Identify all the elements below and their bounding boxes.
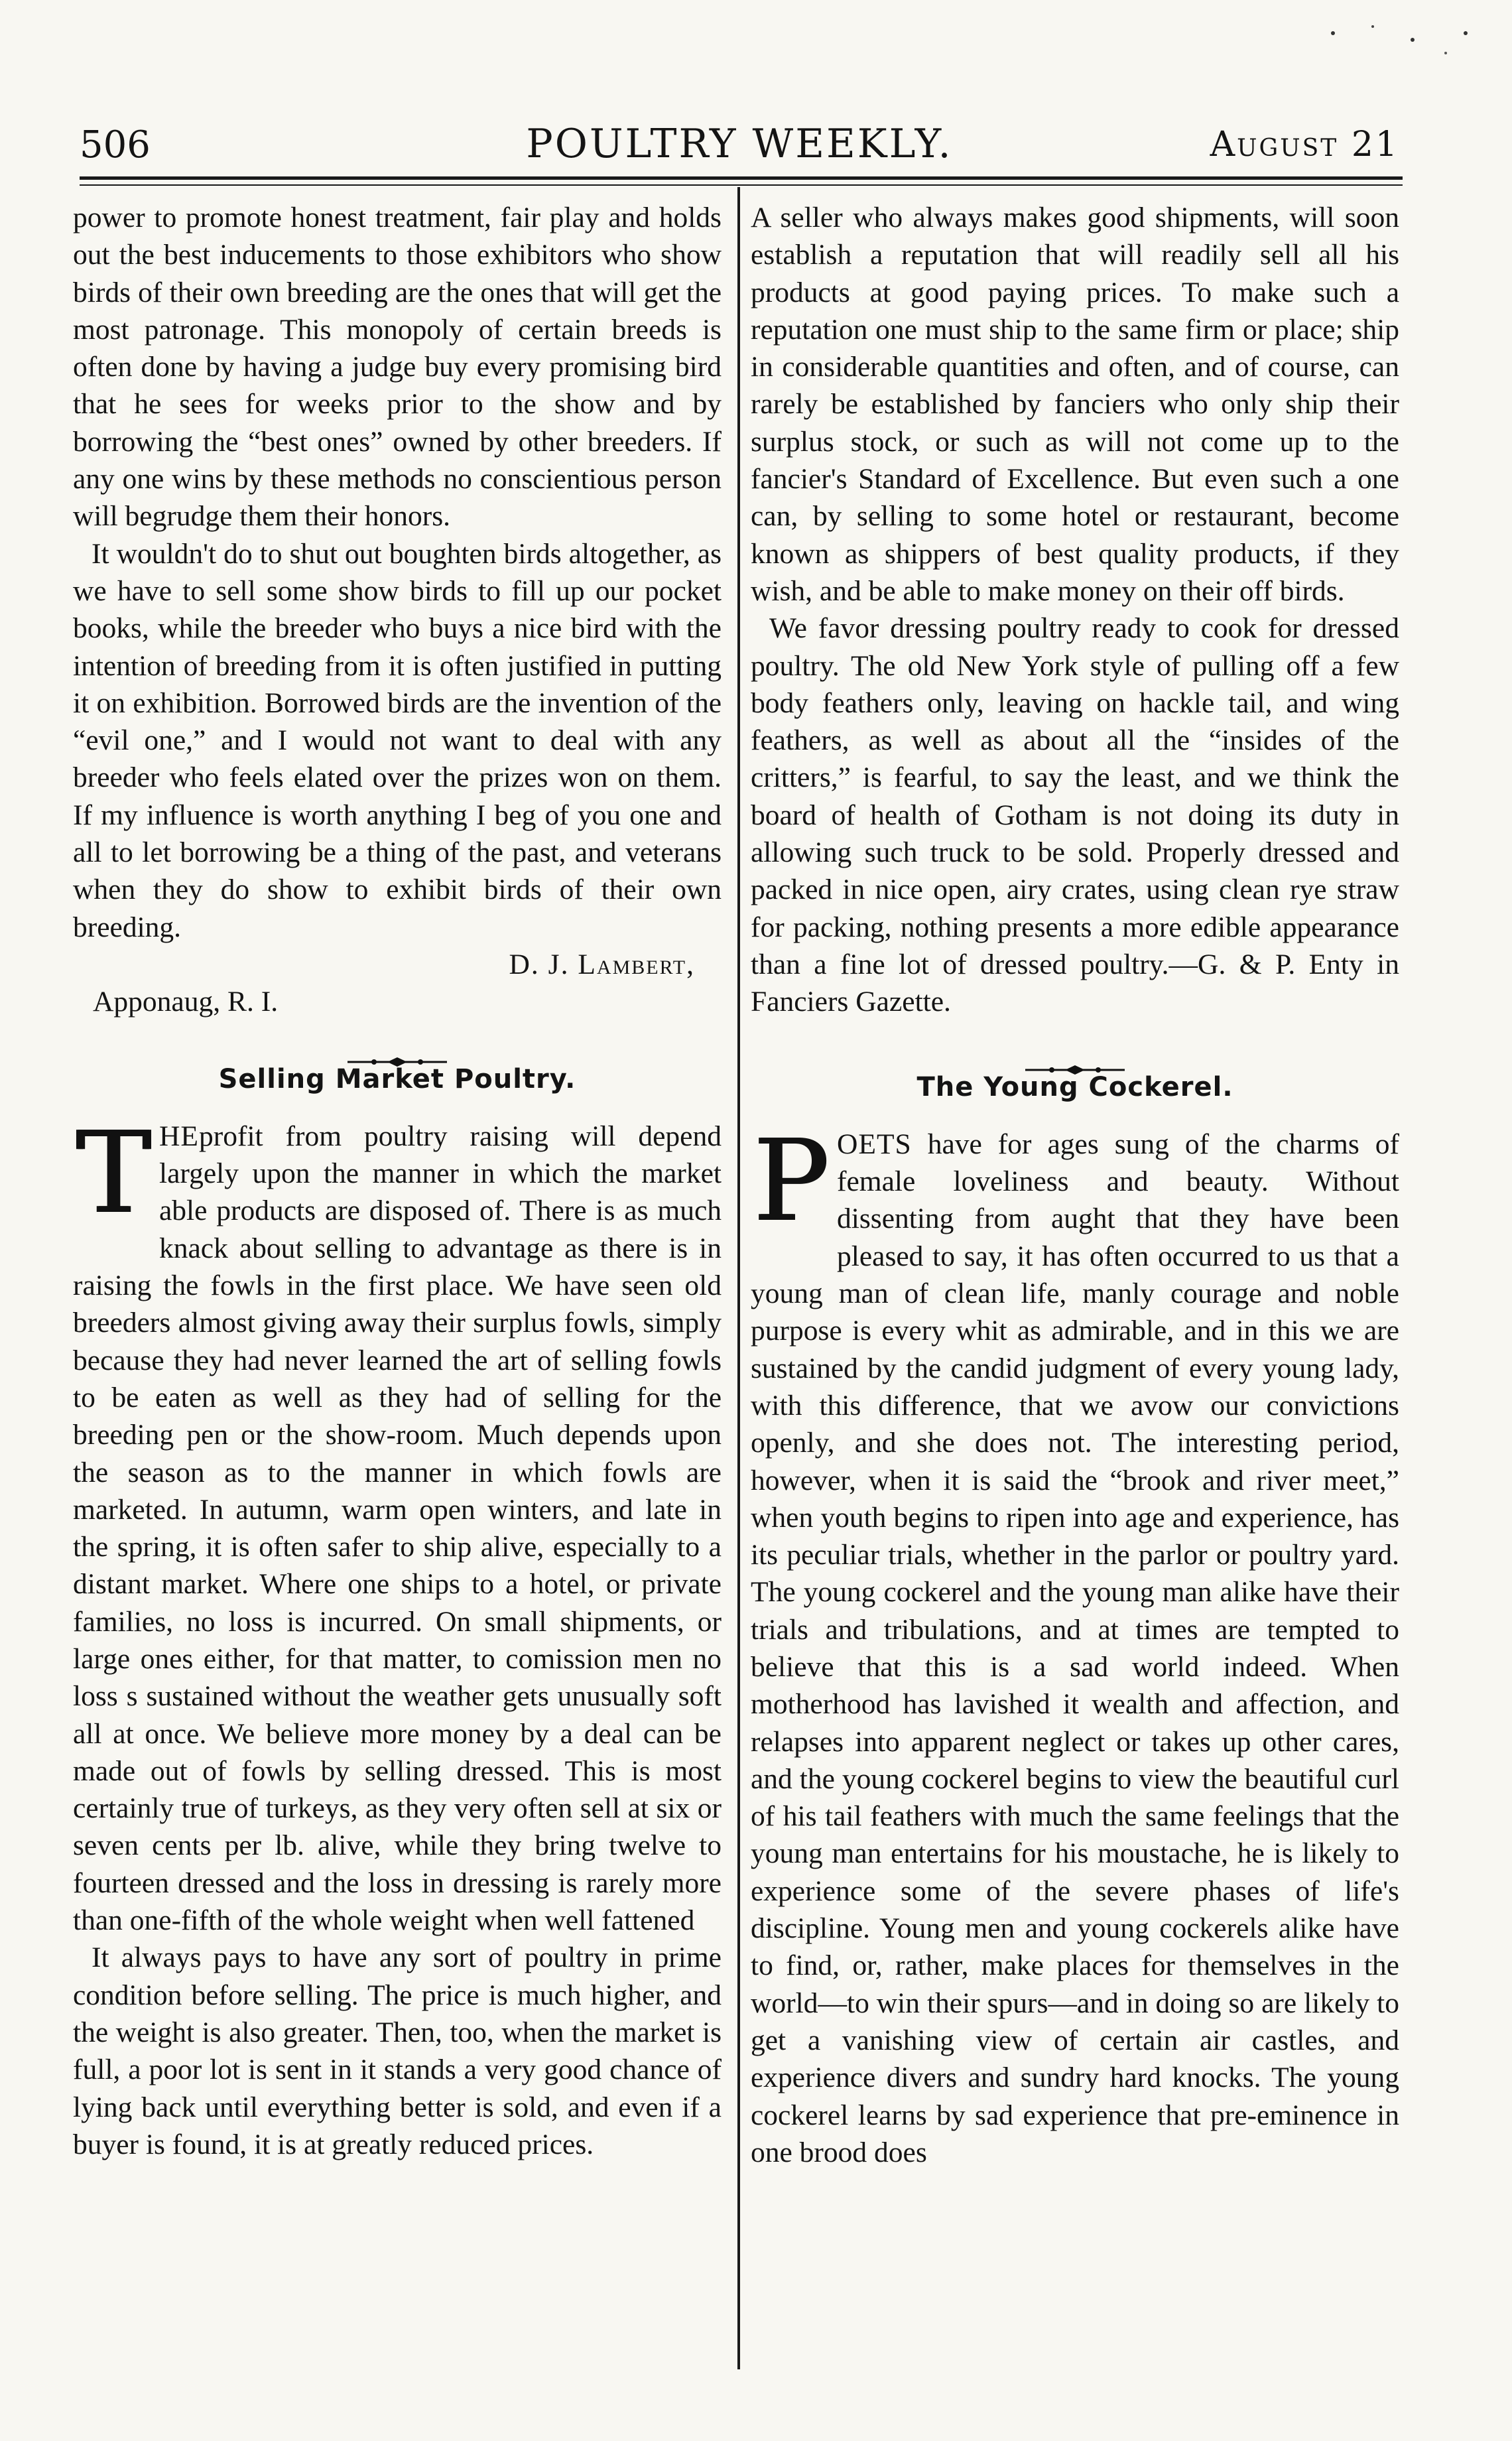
first-word: HE	[159, 1120, 199, 1152]
issue-date: August 21	[1210, 125, 1399, 165]
section-ornament	[73, 1039, 722, 1053]
section-ornament	[751, 1047, 1399, 1061]
column-divider	[737, 187, 740, 2369]
author-signature	[73, 946, 722, 983]
section-body	[73, 1118, 722, 2163]
page-number: 506	[80, 123, 151, 166]
page-header	[80, 117, 1399, 170]
section-heading: The Young Cockerel.	[916, 1071, 1233, 1102]
right-column	[751, 199, 1399, 2171]
article-paragraph: It always pays to have any sort of poultry in prime condition before selling. The price is much higher, and the weight is also greater. Then, too, when the market is full, a poor lot is sent in it stands a very good chance of lying back until everything better is sold, and even if a buyer is found, it is at greatly reduced prices.	[73, 1942, 722, 2160]
article-paragraph: power to promote honest treatment, fair play and holds out the best inducements to those exhibitors who show birds of their own breeding are the ones that will get the most patronage. This monopoly of certain breeds is often done by having a judge buy every promising bird that he sees for weeks prior to the show and by borrowing the “best ones” owned by other breeders. If any one wins by these methods no conscientious person will begrudge them their honors.	[73, 202, 722, 533]
section-heading: Selling Market Poultry.	[218, 1063, 576, 1094]
left-column	[73, 199, 722, 2163]
author-name: D. J. Lambert,	[509, 948, 695, 980]
author-location: Apponaug, R. I.	[93, 986, 279, 1018]
header-rule-thick	[80, 176, 1403, 180]
header-rule-thin	[80, 184, 1403, 186]
drop-cap: P	[752, 1125, 829, 1247]
article-paragraph	[751, 1126, 1399, 2171]
paragraph-text: profit from poultry raising will depend largely upon the manner in which the market able products are disposed of. There is as much knack about selling to advantage as there is in raising the fowls in the first place. We have seen old breeders almost giving away their surplus fowls, simply because they had never learned the art of selling fowls to be eaten as well as they had of selling for the breeding pen or the show-room. Much depends upon the season as to the manner in which fowls are marketed. In autumn, warm open winters, and late in the spring, it is often safer to ship alive, especially to a distant market. Where one ships to a hotel, or private families, no loss is incurred. On small shipments, or large ones either, for that matter, to comission men no loss s sustained without the weather gets unusually soft all at once. We believe more money by a deal can be made out of fowls by selling dressed. This is most certainly true of turkeys, as they very often sell at six or seven cents per lb. alive, while they bring twelve to fourteen dressed and the loss in dressing is rarely more than one-fifth of the whole weight when well fattened	[73, 1120, 722, 1937]
paragraph-text: have for ages sung of the charms of female loveliness and beauty. Without dissenting from aught that they have been pleased to say, it has often occurred to us that a young man of clean life, manly courage and noble purpose is every whit as admirable, and in this we are sustained by the candid judgment of every young lady, with this difference, that we avow our convictions openly, and she does not. The interesting period, however, when it is said the “brook and river meet,” when youth begins to ripen into age and experience, has its peculiar trials, whether in the parlor or poultry yard. The young cockerel and the young man alike have their trials and tribulations, and at times are tempted to believe that this is a sad world indeed. When motherhood has lavished it wealth and affection, and relapses into apparent neglect or takes up other cares, and the young cockerel begins to view the beautiful curl of his tail feathers with much the same feelings that the young man entertains for his moustache, he is likely to experience some of the severe phases of life's discipline. Young men and young cockerels alike have to find, or, rather, make places for themselves in the world—to win their spurs—and in doing so are likely to get a vanishing view of certain air castles, and experience divers and sundry hard knocks. The young cockerel learns by sad experience that pre-eminence in one brood does	[751, 1128, 1399, 2168]
article-paragraph	[73, 1118, 722, 1940]
section-body	[751, 1126, 1399, 2171]
article-paragraph: A seller who always makes good shipments, will soon establish a reputation that will readily sell all his products at good paying prices. To make such a reputation one must ship to the same firm or place; ship in considerable quantities and often, and of course, can rarely be established by fanciers who only ship their surplus stock, or such as will not come up to the fancier's Standard of Excellence. But even such a one can, by selling to some hotel or restaurant, become known as shippers of best quality products, if they wish, and be able to make money on their off birds.	[751, 202, 1399, 607]
publication-title: POULTRY WEEKLY.	[526, 121, 953, 167]
first-word: OETS	[837, 1128, 912, 1160]
drop-cap: T	[75, 1117, 151, 1239]
scan-speckles	[1313, 7, 1485, 86]
article-paragraph: We favor dressing poultry ready to cook for dressed poultry. The old New York style of pulling off a few body feathers only, leaving on hackle tail, and wing feathers, as well as about all the “insides of the critters,” is fearful, to say the least, and we think the board of health of Gotham is not doing its duty in allowing such truck to be sold. Properly dressed and packed in nice open, airy crates, using clean rye straw for packing, nothing presents a more edible appearance than a fine lot of dressed poultry.—G. & P. Enty in Fanciers Gazette.	[751, 612, 1399, 1018]
article-paragraph: It wouldn't do to shut out boughten birds altogether, as we have to sell some show birds to fill up our pocket books, while the breeder who buys a nice bird with the intention of breeding from it is often justified in putting it on exhibition. Borrowed birds are the invention of the “evil one,” and I would not want to deal with any breeder who feels elated over the prizes won on them. If my influence is worth anything I beg of you one and all to let borrowing be a thing of the past, and veterans when they do show to exhibit birds of their own breeding.	[73, 537, 722, 943]
